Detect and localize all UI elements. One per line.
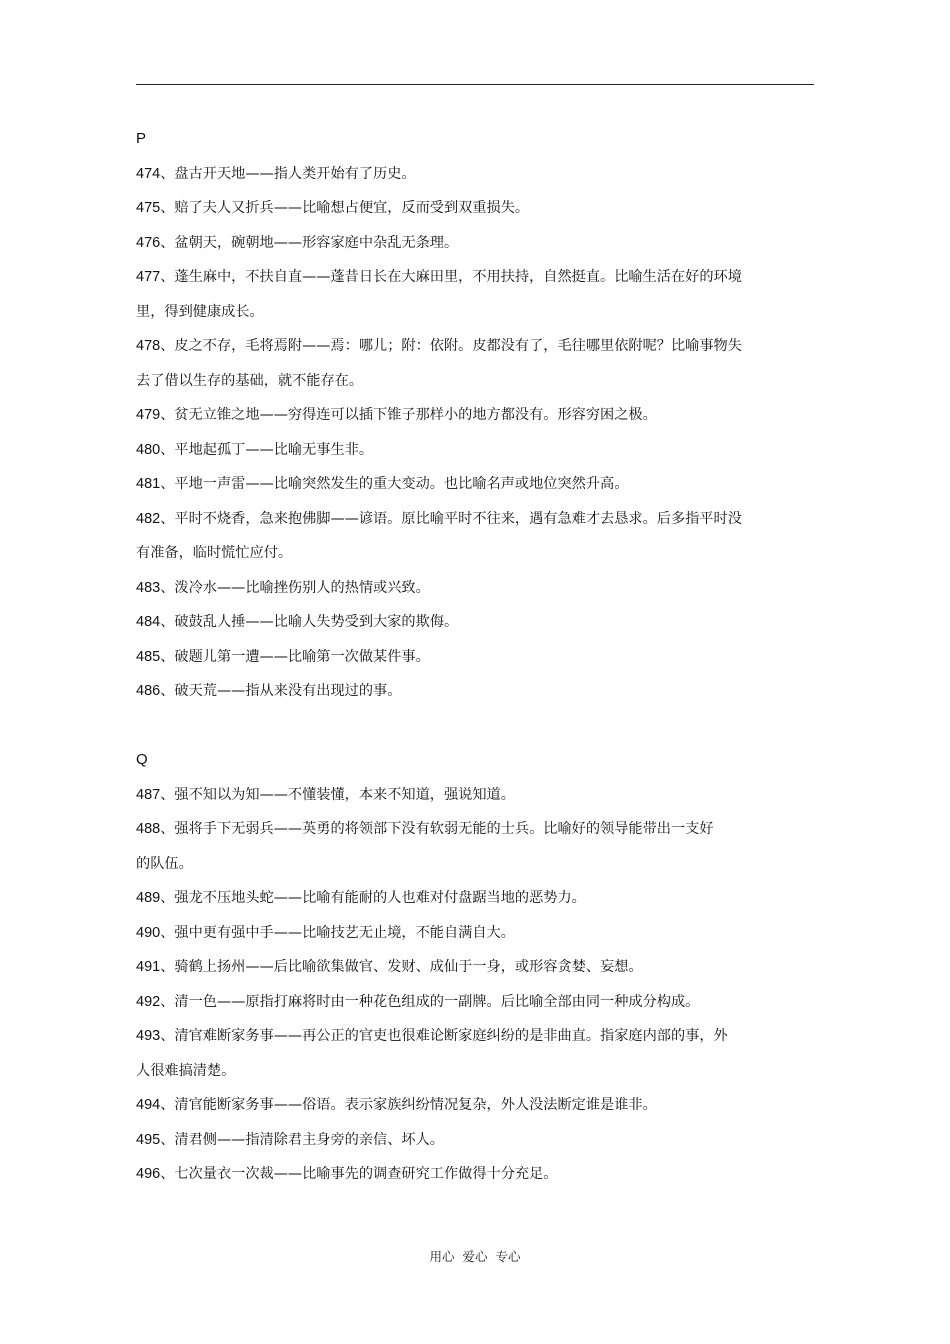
entry-text: 、破鼓乱人捶——比喻人失势受到大家的欺侮。 — [160, 614, 459, 630]
entry-list-p — [136, 157, 816, 709]
idiom-entry — [136, 916, 816, 951]
entry-text: 、破题儿第一遭——比喻第一次做某件事。 — [160, 648, 430, 665]
entry-line — [136, 157, 816, 192]
entry-text: 的队伍。 — [136, 855, 193, 872]
entry-line — [136, 191, 816, 226]
entry-line — [136, 502, 816, 537]
idiom-entry — [136, 398, 816, 433]
idiom-entry — [136, 226, 816, 261]
entry-line — [136, 329, 816, 364]
entry-number: 482 — [136, 510, 161, 527]
idiom-entry — [136, 950, 816, 985]
entry-number: 485 — [136, 648, 161, 665]
idiom-entry — [136, 778, 816, 813]
entry-text: 有准备，临时慌忙应付。 — [136, 545, 293, 561]
entry-number: 477 — [136, 269, 161, 285]
section-letter-q: Q — [136, 751, 148, 768]
entry-text: 、强不知以为知——不懂装懂，本来不知道，强说知道。 — [160, 786, 515, 803]
entry-text: 、盆朝天，碗朝地——形容家庭中杂乱无条理。 — [160, 234, 459, 251]
entry-number: 489 — [136, 890, 161, 906]
entry-text: 、破天荒——指从来没有出现过的事。 — [160, 683, 402, 699]
entry-number: 483 — [136, 579, 161, 596]
entry-line — [136, 1123, 816, 1158]
entry-number: 480 — [136, 441, 161, 458]
entry-number: 496 — [136, 1166, 161, 1182]
entry-text: 、平时不烧香，急来抱佛脚——谚语。原比喻平时不往来，遇有急难才去恳求。后多指平时没 — [160, 510, 742, 527]
idiom-entry — [136, 329, 816, 398]
entry-line — [136, 812, 816, 847]
idiom-entry — [136, 1019, 816, 1088]
entry-text: 、清君侧——指清除君主身旁的亲信、坏人。 — [160, 1131, 444, 1148]
entry-line — [136, 1157, 816, 1192]
idiom-entry — [136, 881, 816, 916]
entry-text: 、骑鹤上扬州——后比喻欲集做官、发财、成仙于一身，或形容贪婪、妄想。 — [160, 959, 643, 975]
entry-line — [136, 295, 816, 330]
entry-number: 488 — [136, 821, 161, 837]
entry-text: 、平地起孤丁——比喻无事生非。 — [160, 441, 374, 458]
entry-number: 481 — [136, 476, 161, 492]
idiom-entry — [136, 191, 816, 226]
idiom-entry — [136, 157, 816, 192]
entry-number: 484 — [136, 614, 161, 630]
entry-line — [136, 847, 816, 882]
entry-line — [136, 640, 816, 675]
entry-text: 、盘古开天地——指人类开始有了历史。 — [160, 165, 416, 182]
entry-number: 486 — [136, 683, 161, 699]
entry-line — [136, 1019, 816, 1054]
entry-line — [136, 605, 816, 640]
section-gap — [136, 709, 816, 744]
entry-line — [136, 916, 816, 951]
entry-text: 、蓬生麻中，不扶自直——蓬昔日长在大麻田里，不用扶持，自然挺直。比喻生活在好的环境 — [160, 269, 742, 285]
idiom-entry — [136, 674, 816, 709]
idiom-entry — [136, 605, 816, 640]
header-rule — [136, 84, 814, 85]
entry-line — [136, 433, 816, 468]
idiom-entry — [136, 433, 816, 468]
entry-text: 、强中更有强中手——比喻技艺无止境，不能自满自大。 — [160, 924, 515, 941]
document-body — [136, 122, 816, 1192]
idiom-entry — [136, 1123, 816, 1158]
entry-number: 494 — [136, 1097, 161, 1113]
entry-line — [136, 398, 816, 433]
entry-number: 492 — [136, 993, 161, 1010]
idiom-entry — [136, 640, 816, 675]
entry-number: 474 — [136, 165, 161, 182]
entry-text: 、平地一声雷——比喻突然发生的重大变动。也比喻名声或地位突然升高。 — [160, 476, 629, 492]
entry-text: 、贫无立锥之地——穷得连可以插下锥子那样小的地方都没有。形容穷困之极。 — [160, 407, 657, 423]
entry-text: 里，得到健康成长。 — [136, 303, 264, 320]
section-letter-p: P — [136, 130, 147, 147]
entry-text: 去了借以生存的基础，就不能存在。 — [136, 372, 364, 389]
entry-number: 491 — [136, 959, 161, 975]
idiom-entry — [136, 260, 816, 329]
entry-text: 、强将手下无弱兵——英勇的将领部下没有软弱无能的士兵。比喻好的领导能带出一支好 — [160, 821, 714, 837]
entry-text: 人很难搞清楚。 — [136, 1062, 236, 1079]
entry-text: 、强龙不压地头蛇——比喻有能耐的人也难对付盘踞当地的恶势力。 — [160, 890, 586, 906]
entry-line — [136, 674, 816, 709]
entry-line — [136, 881, 816, 916]
idiom-entry — [136, 812, 816, 881]
entry-number: 490 — [136, 924, 161, 941]
entry-text: 、七次量衣一次裁——比喻事先的调查研究工作做得十分充足。 — [160, 1166, 558, 1182]
entry-line — [136, 364, 816, 399]
entry-number: 478 — [136, 338, 161, 354]
entry-line — [136, 1054, 816, 1089]
entry-text: 、清一色——原指打麻将时由一种花色组成的一副牌。后比喻全部由同一种成分构成。 — [160, 993, 700, 1010]
entry-number: 476 — [136, 234, 161, 251]
entry-line — [136, 985, 816, 1020]
idiom-entry — [136, 502, 816, 571]
entry-text: 、泼冷水——比喻挫伤别人的热情或兴致。 — [160, 579, 430, 596]
entry-line — [136, 226, 816, 261]
entry-number: 493 — [136, 1028, 161, 1044]
idiom-entry — [136, 1088, 816, 1123]
entry-line — [136, 571, 816, 606]
entry-line — [136, 950, 816, 985]
entry-line — [136, 260, 816, 295]
entry-text: 、清官难断家务事——再公正的官吏也很难论断家庭纠纷的是非曲直。指家庭内部的事，外 — [160, 1028, 728, 1044]
entry-line — [136, 778, 816, 813]
entry-line — [136, 1088, 816, 1123]
entry-line — [136, 467, 816, 502]
idiom-entry — [136, 985, 816, 1020]
idiom-entry — [136, 1157, 816, 1192]
entry-number: 487 — [136, 786, 161, 803]
entry-text: 、赔了夫人又折兵——比喻想占便宜，反而受到双重损失。 — [160, 200, 530, 216]
entry-number: 475 — [136, 200, 161, 216]
entry-number: 479 — [136, 407, 161, 423]
entry-line — [136, 536, 816, 571]
entry-text: 、清官能断家务事——俗语。表示家族纠纷情况复杂，外人没法断定谁是谁非。 — [160, 1097, 657, 1113]
idiom-entry — [136, 467, 816, 502]
entry-number: 495 — [136, 1131, 161, 1148]
page-footer: 用心 爱心 专心 — [429, 1249, 521, 1264]
entry-list-q — [136, 778, 816, 1192]
idiom-entry — [136, 571, 816, 606]
entry-text: 、皮之不存，毛将焉附——焉：哪儿；附：依附。皮都没有了，毛往哪里依附呢？比喻事物失 — [160, 338, 742, 354]
